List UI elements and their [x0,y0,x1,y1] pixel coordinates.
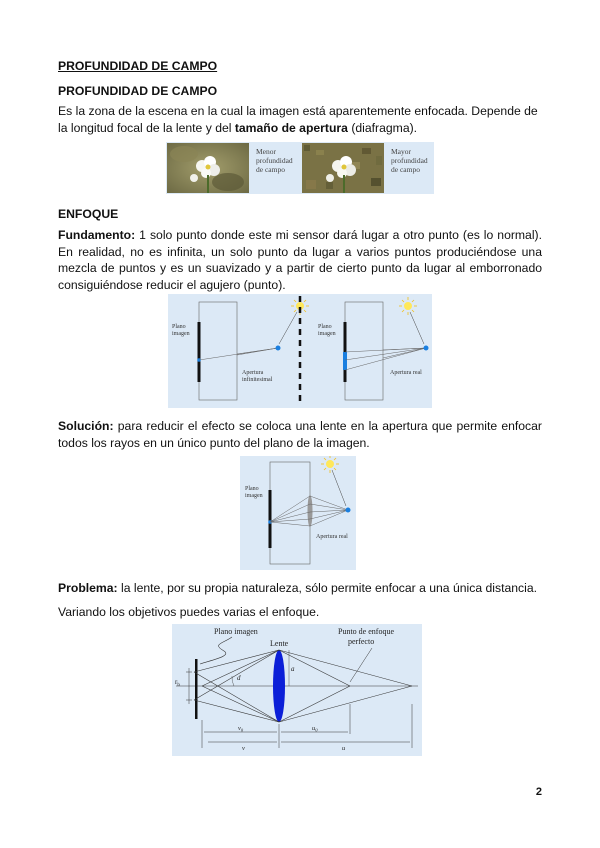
page-number: 2 [535,786,542,798]
thin-lens-svg [172,624,422,756]
lens-shape [273,650,285,722]
problema-paragraph [58,580,542,597]
image-plane [269,490,272,548]
intro-text-1: Es la zona de la escena en la cual la imagen está aparentemente enfocada. Depende de la longitud focal de la lente y del [58,104,538,135]
problema-text: la lente, por su propia naturaleza, sólo permite enfocar a una única distancia. [117,581,537,595]
solucion-bold: Solución: [58,419,114,433]
lente-label: Lente [270,639,289,648]
lens-shape [308,495,313,527]
section-heading: PROFUNDIDAD DE CAMPO [58,84,218,98]
fundamento-paragraph [58,227,542,293]
v0-label: $v_0$ [238,725,244,733]
thin-lens-figure [172,624,422,756]
intro-paragraph [58,103,542,136]
aperture-label: Apertura real [316,534,348,540]
solucion-paragraph [58,418,542,451]
right-plane-label-2: imagen [318,331,336,337]
aperture-svg [168,294,432,408]
solucion-text: para reducir el efecto se coloca una lente en la apertura que permite enfocar todos los rayos en un único punto del plano de la imagen. [58,419,542,450]
d-label: d [237,674,241,682]
label-shallow-1: Menor [256,147,276,156]
problema-bold: Problema: [58,581,118,595]
image-plane-left [198,322,201,382]
variando-paragraph: Variando los objetivos puedes varias el enfoque. [58,605,320,619]
title-underlined: PROFUNDIDAD DE CAMPO [58,59,218,73]
a-label: a [291,665,295,673]
label-shallow-2: profundidad [256,156,293,165]
enfoque-heading: ENFOQUE [58,207,119,221]
focus-point-right [424,346,429,351]
rb-label: $r_b$ [175,678,180,688]
punto-label-1: Punto de enfoque [338,627,394,636]
left-aperture-label-1: Apertura [242,370,264,376]
fundamento-text: 1 solo punto donde este mi sensor dará lugar a otro punto (es lo normal). En realidad, no es infinita, un solo punto da lugar a varios puntos produciéndose una mezcla de puntos y es un suavizado y a partir de cierto punto da lugar al emborronado consiguiéndose reducir el agujero (punto). [58,228,542,292]
fundamento-bold: Fundamento: [58,228,136,242]
u0-label: $u_0$ [312,725,318,733]
focus-point [346,508,351,513]
lens-aperture-figure [240,456,356,570]
lens-aperture-svg [240,456,356,570]
left-plane-label-1: Plano [172,324,186,330]
intro-text-2: (diafragma). [347,120,418,135]
aperture-figure [168,294,432,408]
right-plane-label-1: Plano [318,324,332,330]
label-deep-3: de campo [391,165,420,174]
plano-imagen-label: Plano imagen [214,627,258,636]
label-shallow-3: de campo [256,165,285,174]
depth-of-field-figure [166,142,434,194]
left-plane-label-2: imagen [172,331,190,337]
focus-point-left [276,346,281,351]
plane-label-1: Plano [245,486,259,492]
left-aperture-label-2: infinitesimal [242,377,273,383]
intro-bold: tamaño de apertura [234,120,348,135]
v-label: v [242,745,245,752]
plane-label-2: imagen [245,493,263,499]
punto-label-2: perfecto [348,637,375,646]
label-deep-1: Mayor [391,147,411,156]
u-label: u [342,745,346,752]
label-deep-2: profundidad [391,156,428,165]
depth-of-field-svg [166,142,434,194]
image-plane [195,659,198,719]
right-aperture-label: Apertura real [390,370,422,376]
